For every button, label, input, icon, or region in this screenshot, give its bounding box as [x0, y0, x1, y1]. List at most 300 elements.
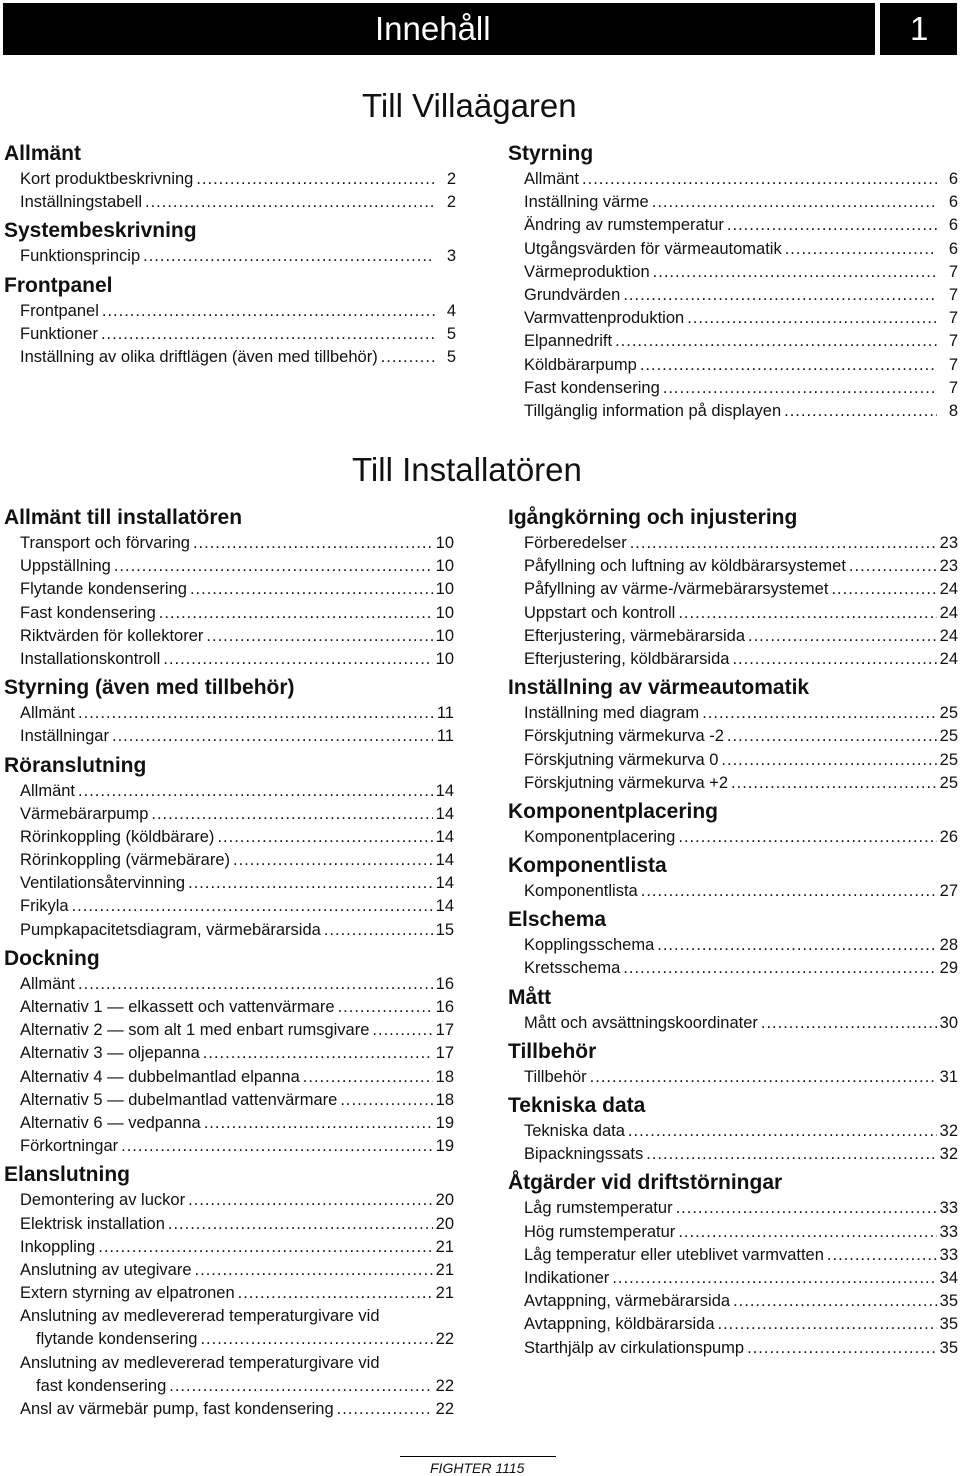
entry-page: 14	[435, 851, 454, 870]
entry-page: 10	[435, 534, 454, 552]
entry-label: Elektrisk installation	[20, 1214, 165, 1233]
entry-page: 7	[948, 262, 958, 281]
entry-label: Värmebärarpump	[20, 804, 149, 823]
entry-page: 35	[939, 1315, 958, 1334]
entry-label: Anslutning av utegivare	[20, 1260, 192, 1279]
toc-entry	[508, 934, 958, 957]
toc-entry	[4, 578, 454, 601]
entry-label: Varmvattenproduktion	[524, 309, 685, 328]
dot-leader	[381, 346, 435, 369]
toc-entry	[4, 872, 454, 895]
entry-label: Uppstart och kontroll	[524, 603, 676, 622]
dot-leader	[159, 602, 433, 625]
entry-page: 26	[939, 827, 958, 846]
toc-entry	[508, 1337, 958, 1360]
toc-entry	[508, 1313, 958, 1336]
dot-leader	[663, 377, 937, 400]
entry-page: 2	[446, 193, 456, 212]
section-heading: Frontpanel	[4, 273, 113, 297]
entry-continuation	[20, 1328, 454, 1351]
toc-entry	[4, 1282, 454, 1305]
dot-leader	[102, 300, 435, 323]
dot-leader	[233, 849, 433, 872]
toc-entry	[4, 725, 454, 748]
entry-label: Inkoppling	[20, 1237, 96, 1256]
entry-label: Inställning värme	[524, 193, 649, 212]
dot-leader	[195, 1259, 433, 1282]
dot-leader	[78, 973, 433, 996]
entry-page: 27	[939, 882, 958, 901]
dot-leader	[188, 1189, 433, 1212]
entry-label-continued: flytande kondensering	[36, 1330, 198, 1349]
toc-entry	[4, 996, 454, 1019]
entry-label: Allmänt	[524, 170, 580, 188]
dot-leader	[640, 354, 937, 377]
entry-page: 19	[435, 1113, 454, 1132]
toc-entry	[508, 880, 958, 903]
section-heading: Röranslutning	[4, 753, 147, 777]
entry-label: Förskjutning värmekurva +2	[524, 773, 729, 792]
entry-page: 2	[446, 170, 456, 188]
dot-leader	[721, 749, 936, 772]
entry-page: 22	[435, 1400, 454, 1418]
header-title-bar	[3, 3, 875, 55]
dot-leader	[612, 1267, 936, 1290]
toc-entry	[508, 214, 958, 237]
toc-entry	[4, 191, 456, 214]
dot-leader	[641, 880, 937, 903]
toc-entry	[508, 330, 958, 353]
toc-entry	[4, 323, 456, 346]
dot-leader	[200, 1328, 432, 1351]
entry-label: Funktioner	[20, 324, 98, 343]
dot-leader	[114, 555, 433, 578]
entry-label: Värmeproduktion	[524, 262, 650, 281]
entry-page: 35	[939, 1338, 958, 1357]
entry-page: 11	[436, 727, 454, 746]
dot-leader	[372, 1019, 432, 1042]
entry-label: Avtappning, köldbärarsida	[524, 1315, 715, 1334]
entry-page: 5	[446, 347, 456, 366]
entry-page: 16	[435, 998, 454, 1016]
entry-label: Utgångsvärden för värmeautomatik	[524, 239, 782, 258]
dot-leader	[628, 1120, 937, 1143]
toc-entry	[508, 532, 958, 555]
dot-leader	[731, 772, 937, 795]
entry-label: Förberedelser	[524, 534, 627, 552]
entry-page: 31	[939, 1067, 958, 1086]
footer-rule	[400, 1456, 556, 1457]
entry-label: Förskjutning värmekurva 0	[524, 750, 719, 769]
toc-entry	[4, 702, 454, 725]
entry-page: 14	[435, 781, 454, 800]
entry-page: 10	[435, 649, 454, 668]
toc-entry	[508, 1221, 958, 1244]
entry-page: 34	[939, 1268, 958, 1287]
entry-label: Förskjutning värmekurva -2	[524, 727, 724, 746]
dot-leader	[623, 284, 937, 307]
entry-page: 33	[939, 1245, 958, 1264]
dot-leader	[761, 1012, 937, 1035]
entry-label: Ventilationsåtervinning	[20, 874, 186, 893]
section-heading: Styrning	[508, 142, 594, 165]
toc-entry	[508, 1012, 958, 1035]
entry-page: 7	[948, 309, 958, 328]
dot-leader	[831, 578, 936, 601]
toc-entry	[508, 238, 958, 261]
toc-entry	[508, 1120, 958, 1143]
entry-label: Anslutning av medlevererad temperaturgivare vid	[20, 1307, 380, 1326]
section-heading: Komponentlista	[508, 854, 667, 878]
page-header	[3, 3, 957, 55]
entry-label: Komponentplacering	[524, 827, 676, 846]
entry-page: 6	[948, 170, 958, 188]
dot-leader	[188, 872, 433, 895]
entry-page: 11	[436, 704, 454, 723]
entry-label: Ändring av rumstemperatur	[524, 216, 724, 235]
entry-label: Anslutning av medlevererad temperaturgivare vid	[20, 1353, 380, 1372]
dot-leader	[676, 1197, 937, 1220]
toc-entry	[4, 895, 454, 918]
dot-leader	[623, 957, 936, 980]
entry-page: 14	[435, 804, 454, 823]
dot-leader	[748, 625, 937, 648]
toc-entry	[508, 1143, 958, 1166]
page-number: 1	[910, 10, 929, 47]
dot-leader	[652, 191, 937, 214]
entry-label: Tillbehör	[524, 1067, 587, 1086]
entry-label: Påfyllning och luftning av köldbärarsystemet	[524, 557, 846, 576]
entry-page: 19	[435, 1137, 454, 1156]
entry-page: 6	[948, 216, 958, 235]
entry-label: Kopplingsschema	[524, 936, 655, 955]
dot-leader	[112, 725, 433, 748]
entry-page: 5	[446, 324, 456, 343]
section-heading: Systembeskrivning	[4, 219, 197, 243]
section-heading: Komponentplacering	[508, 799, 719, 823]
toc-entry	[508, 602, 958, 625]
footer-model: FIGHTER 1115	[430, 1460, 525, 1476]
dot-leader	[733, 1290, 937, 1313]
entry-page: 21	[435, 1260, 454, 1279]
entry-label: Flytande kondensering	[20, 580, 187, 599]
dot-leader	[303, 1066, 433, 1089]
section-heading: Tillbehör	[508, 1039, 597, 1063]
dot-leader	[217, 826, 432, 849]
dot-leader	[678, 602, 936, 625]
entry-label: Rörinkoppling (köldbärare)	[20, 827, 215, 846]
toc-entry	[4, 1236, 454, 1259]
dot-leader	[590, 1066, 937, 1089]
toc-entry	[508, 1066, 958, 1089]
entry-page: 17	[435, 1044, 454, 1063]
toc-entry	[508, 749, 958, 772]
dot-leader	[337, 1398, 433, 1421]
toc-entry	[508, 702, 958, 725]
dot-leader	[727, 725, 937, 748]
dot-leader	[193, 532, 433, 555]
dot-leader	[121, 1135, 433, 1158]
entry-label: Indikationer	[524, 1268, 610, 1287]
dot-leader	[687, 307, 937, 330]
toc-entry	[508, 772, 958, 795]
dot-leader	[827, 1244, 937, 1267]
toc-entry	[4, 973, 454, 996]
toc-entry	[4, 1135, 454, 1158]
toc-entry	[4, 849, 454, 872]
entry-label: Kretsschema	[524, 959, 621, 978]
toc-entry	[508, 555, 958, 578]
entry-label: Uppställning	[20, 557, 111, 576]
dot-leader	[78, 780, 433, 803]
entry-label: Grundvärden	[524, 285, 621, 304]
entry-label: Alternativ 4 — dubbelmantlad elpanna	[20, 1067, 300, 1086]
toc-entry	[4, 532, 454, 555]
entry-label: Frikyla	[20, 897, 69, 916]
entry-label: Elpannedrift	[524, 332, 613, 351]
entry-label: Installationskontroll	[20, 649, 161, 668]
entry-page: 7	[948, 378, 958, 397]
dot-leader	[324, 919, 433, 942]
toc-entry	[4, 1189, 454, 1212]
dot-leader	[196, 168, 435, 191]
toc-entry	[4, 1019, 454, 1042]
entry-page: 25	[939, 773, 958, 792]
entry-page: 24	[939, 649, 958, 668]
toc-entry	[4, 346, 456, 369]
entry-page: 33	[939, 1199, 958, 1218]
toc-entry	[4, 780, 454, 803]
toc-entry	[508, 725, 958, 748]
dot-leader	[849, 555, 937, 578]
toc-entry	[508, 826, 958, 849]
entry-label: Extern styrning av elpatronen	[20, 1284, 235, 1303]
toc-entry	[4, 168, 456, 191]
entry-page: 32	[939, 1145, 958, 1164]
section-heading: Mått	[508, 985, 552, 1009]
entry-label: Transport och förvaring	[20, 534, 190, 552]
entry-page: 24	[939, 580, 958, 599]
entry-label: Ansl av värmebär pump, fast kondensering	[20, 1400, 334, 1418]
entry-page: 18	[435, 1067, 454, 1086]
entry-page: 21	[435, 1284, 454, 1303]
entry-label: Funktionsprincip	[20, 247, 141, 266]
toc-entry	[4, 555, 454, 578]
toc-column-villa-right	[508, 140, 958, 423]
toc-entry	[4, 245, 456, 268]
entry-label: Starthjälp av cirkulationspump	[524, 1338, 745, 1357]
toc-entry	[4, 300, 456, 323]
toc-entry	[508, 377, 958, 400]
section-heading: Elschema	[508, 908, 607, 932]
section-heading: Åtgärder vid driftstörningar	[508, 1171, 783, 1195]
dot-leader	[204, 1112, 433, 1135]
dot-leader	[168, 1213, 433, 1236]
entry-label: Alternativ 1 — elkassett och vattenvärmare	[20, 998, 335, 1016]
entry-label: Hög rumstemperatur	[524, 1222, 676, 1241]
dot-leader	[163, 648, 432, 671]
entry-label: Avtappning, värmebärarsida	[524, 1292, 731, 1311]
dot-leader	[657, 934, 936, 957]
toc-entry	[508, 354, 958, 377]
entry-label: Rörinkoppling (värmebärare)	[20, 851, 231, 870]
entry-label: Alternativ 6 — vedpanna	[20, 1113, 201, 1132]
dot-leader	[78, 702, 433, 725]
part-title-villa: Till Villaägaren	[362, 87, 577, 124]
entry-page: 3	[446, 247, 456, 266]
entry-page: 16	[435, 974, 454, 993]
dot-leader	[101, 323, 435, 346]
toc-entry	[508, 648, 958, 671]
entry-page: 14	[435, 897, 454, 916]
toc-entry	[508, 191, 958, 214]
toc-column-installer-left	[4, 504, 454, 1421]
entry-page: 6	[948, 193, 958, 212]
entry-page: 17	[435, 1021, 454, 1040]
entry-page: 24	[939, 603, 958, 622]
entry-label: Alternativ 2 — som alt 1 med enbart rumsgivare	[20, 1021, 370, 1040]
entry-label: Inställning av olika driftlägen (även med tillbehör)	[20, 347, 378, 366]
dot-leader	[145, 191, 435, 214]
entry-page: 25	[939, 727, 958, 746]
entry-label: Riktvärden för kollektorer	[20, 626, 204, 645]
toc-column-villa-left	[4, 140, 456, 369]
dot-leader	[338, 996, 433, 1019]
entry-label: Frontpanel	[20, 301, 99, 320]
entry-label: Inställningstabell	[20, 193, 142, 212]
toc-entry	[4, 602, 454, 625]
entry-label: Inställningar	[20, 727, 109, 746]
entry-label: Fast kondensering	[20, 603, 156, 622]
entry-page: 35	[939, 1292, 958, 1311]
entry-label: Låg temperatur eller uteblivet varmvatten	[524, 1245, 824, 1264]
entry-page: 7	[948, 355, 958, 374]
dot-leader	[718, 1313, 937, 1336]
toc-entry	[4, 919, 454, 942]
dot-leader	[169, 1375, 432, 1398]
entry-page: 32	[939, 1122, 958, 1140]
toc-entry	[4, 1398, 454, 1421]
entry-page: 8	[948, 401, 958, 420]
dot-leader	[630, 532, 937, 555]
toc-entry	[4, 826, 454, 849]
dot-leader	[784, 400, 937, 423]
toc-entry	[4, 1305, 454, 1351]
toc-entry	[4, 648, 454, 671]
entry-page: 23	[939, 534, 958, 552]
toc-entry	[4, 1259, 454, 1282]
toc-entry	[4, 1066, 454, 1089]
section-heading: Dockning	[4, 946, 100, 970]
toc-entry	[4, 1213, 454, 1236]
dot-leader	[785, 238, 937, 261]
dot-leader	[615, 330, 937, 353]
entry-label: Påfyllning av värme-/värmebärarsystemet	[524, 580, 829, 599]
entry-page: 30	[939, 1013, 958, 1032]
toc-entry	[508, 1290, 958, 1313]
dot-leader	[646, 1143, 936, 1166]
entry-page: 15	[435, 920, 454, 939]
toc-entry	[508, 284, 958, 307]
entry-label: Pumpkapacitetsdiagram, värmebärarsida	[20, 920, 321, 939]
entry-page: 7	[948, 285, 958, 304]
entry-page: 6	[948, 239, 958, 258]
header-page-box	[880, 3, 957, 55]
toc-entry	[4, 803, 454, 826]
entry-label: Komponentlista	[524, 882, 638, 901]
entry-page: 20	[435, 1214, 454, 1233]
toc-entry	[508, 957, 958, 980]
dot-leader	[98, 1236, 432, 1259]
toc-entry	[4, 1089, 454, 1112]
entry-continuation	[20, 1375, 454, 1398]
dot-leader	[727, 214, 937, 237]
entry-label: Efterjustering, värmebärarsida	[524, 626, 746, 645]
dot-leader	[678, 1221, 936, 1244]
entry-page: 10	[435, 603, 454, 622]
entry-page: 14	[435, 874, 454, 893]
entry-label: Tekniska data	[524, 1122, 625, 1140]
entry-page: 7	[948, 332, 958, 351]
entry-label: Tillgänglig information på displayen	[524, 401, 782, 420]
entry-page: 24	[939, 626, 958, 645]
entry-page: 29	[939, 959, 958, 978]
entry-page: 22	[435, 1330, 454, 1349]
entry-label-continued: fast kondensering	[36, 1376, 167, 1395]
dot-leader	[582, 168, 937, 191]
dot-leader	[143, 245, 435, 268]
entry-page: 4	[446, 301, 456, 320]
toc-entry	[508, 578, 958, 601]
dot-leader	[678, 826, 936, 849]
dot-leader	[203, 1042, 433, 1065]
section-heading: Allmänt till installatören	[4, 506, 243, 529]
dot-leader	[206, 625, 432, 648]
entry-page: 10	[435, 580, 454, 599]
dot-leader	[653, 261, 937, 284]
entry-label: Förkortningar	[20, 1137, 119, 1156]
dot-leader	[190, 578, 433, 601]
entry-page: 20	[435, 1191, 454, 1210]
section-heading: Styrning (även med tillbehör)	[4, 676, 295, 700]
toc-entry	[4, 1042, 454, 1065]
entry-label: Köldbärarpump	[524, 355, 637, 374]
section-heading: Allmänt	[4, 142, 82, 165]
dot-leader	[732, 648, 936, 671]
entry-label: Låg rumstemperatur	[524, 1199, 673, 1218]
entry-label: Inställning med diagram	[524, 704, 700, 723]
toc-entry	[508, 1267, 958, 1290]
entry-label: Alternativ 5 — dubelmantlad vattenvärmare	[20, 1090, 338, 1109]
entry-page: 22	[435, 1376, 454, 1395]
toc-entry	[508, 400, 958, 423]
toc-entry	[508, 1244, 958, 1267]
dot-leader	[340, 1089, 432, 1112]
entry-label: Alternativ 3 — oljepanna	[20, 1044, 200, 1063]
entry-page: 21	[435, 1237, 454, 1256]
entry-label: Efterjustering, köldbärarsida	[524, 649, 730, 668]
entry-label: Demontering av luckor	[20, 1191, 186, 1210]
section-heading: Elanslutning	[4, 1163, 130, 1187]
entry-page: 33	[939, 1222, 958, 1241]
entry-page: 25	[939, 704, 958, 723]
toc-entry	[508, 1197, 958, 1220]
toc-entry	[508, 168, 958, 191]
entry-page: 28	[939, 936, 958, 955]
toc-column-installer-right	[508, 504, 958, 1360]
entry-page: 10	[435, 626, 454, 645]
toc-entry	[4, 1352, 454, 1398]
